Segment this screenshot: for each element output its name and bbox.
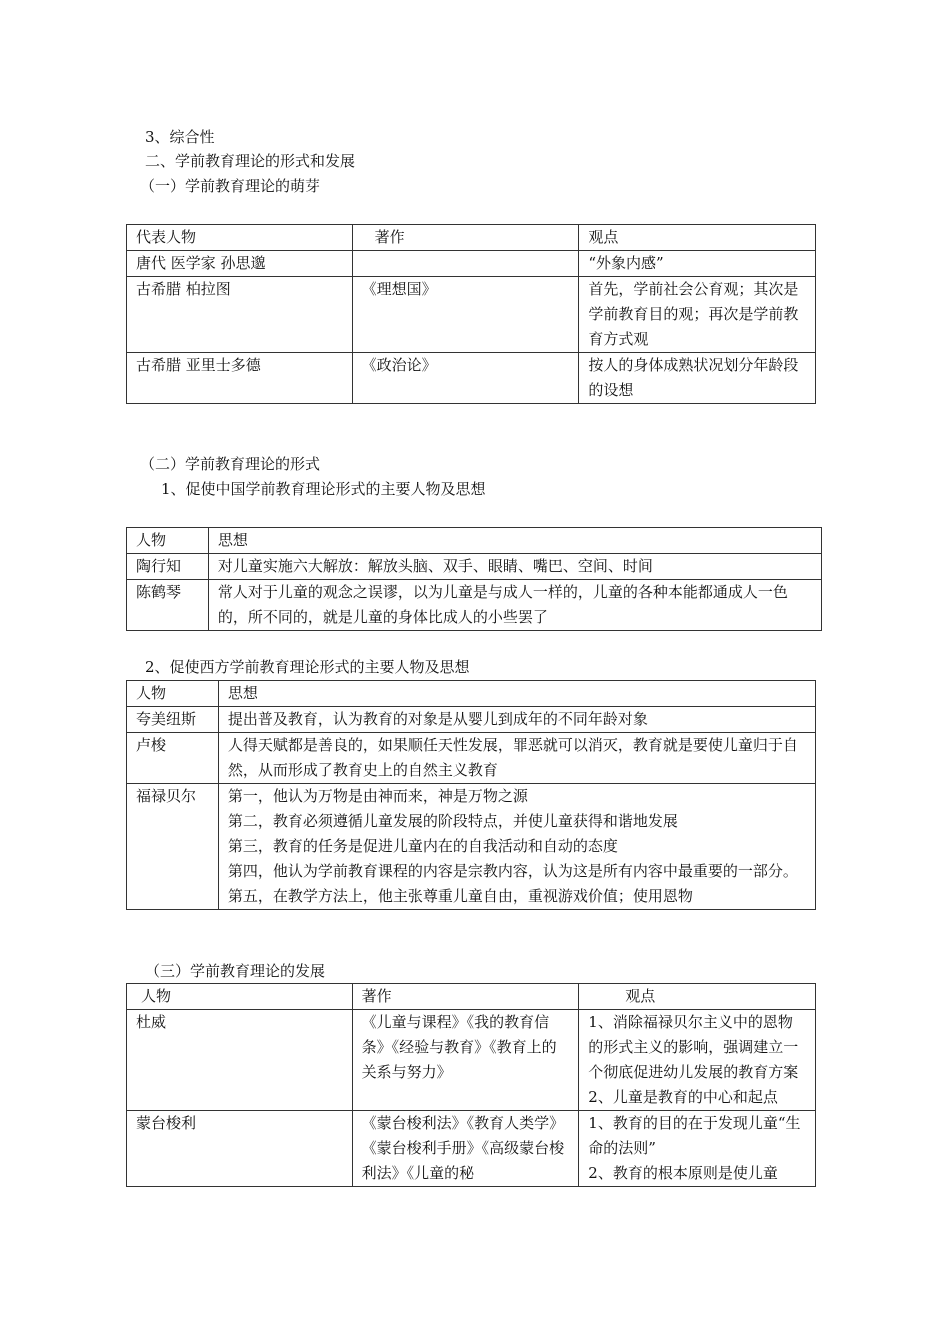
table-cell: 按人的身体成熟状况划分年龄段的设想 <box>579 353 816 404</box>
table-cell: 杜威 <box>127 1010 353 1111</box>
froebel-point: 第二，教育必须遵循儿童发展的阶段特点，并使儿童获得和谐地发展 <box>227 812 678 830</box>
table-header-row <box>127 681 816 707</box>
header-cell: 思想 <box>208 528 821 554</box>
table-cell <box>579 1010 816 1111</box>
table-row <box>127 733 816 784</box>
froebel-point: 第五，在教学方法上，他主张尊重儿童自由，重视游戏价值；使用恩物 <box>227 887 693 905</box>
heading-sprout: （一）学前教育理论的萌芽 <box>140 177 321 195</box>
header-cell: 观点 <box>579 984 816 1010</box>
header-cell: 人物 <box>127 681 219 707</box>
heading-forms: （二）学前教育理论的形式 <box>140 455 321 473</box>
table-cell: “外象内感” <box>579 251 816 277</box>
table-row <box>127 353 816 404</box>
heading-west-figures: 2、促使西方学前教育理论形式的主要人物及思想 <box>145 658 470 676</box>
view-point: 2、教育的根本原则是使儿童 <box>588 1164 778 1182</box>
table-row <box>127 580 822 631</box>
table-cell: 夸美纽斯 <box>127 707 219 733</box>
table-cell <box>218 784 815 910</box>
froebel-point: 第四，他认为学前教育课程的内容是宗教内容，认为这是所有内容中最重要的一部分。 <box>227 862 798 880</box>
table-cell: 福禄贝尔 <box>127 784 219 910</box>
table-row <box>127 1111 816 1187</box>
table-cell: 唐代 医学家 孙思邈 <box>127 251 353 277</box>
table-cell: 《蒙台梭利法》《教育人类学》《蒙台梭利手册》《高级蒙台梭利法》《儿童的秘 <box>352 1111 579 1187</box>
heading-section-two: 二、学前教育理论的形式和发展 <box>145 152 356 170</box>
sprout-table <box>126 224 816 404</box>
table-cell: 《儿童与课程》《我的教育信条》《经验与教育》《教育上的关系与努力》 <box>352 1010 579 1111</box>
table-row <box>127 784 816 910</box>
header-cell: 著作 <box>352 984 579 1010</box>
table-cell: 对儿童实施六大解放：解放头脑、双手、眼睛、嘴巴、空间、时间 <box>208 554 821 580</box>
table-cell <box>352 251 579 277</box>
view-point: 2、儿童是教育的中心和起点 <box>588 1088 778 1106</box>
table-cell: 陈鹤琴 <box>127 580 209 631</box>
header-cell: 观点 <box>579 225 816 251</box>
header-cell: 思想 <box>218 681 815 707</box>
froebel-point: 第一，他认为万物是由神而来，神是万物之源 <box>227 787 528 805</box>
table-header-row <box>127 528 822 554</box>
china-table <box>126 527 822 631</box>
header-cell: 人物 <box>127 528 209 554</box>
header-cell: 代表人物 <box>127 225 353 251</box>
west-table <box>126 680 816 910</box>
table-header-row <box>127 984 816 1010</box>
table-cell: 提出普及教育，认为教育的对象是从婴儿到成年的不同年龄对象 <box>218 707 815 733</box>
development-table <box>126 983 816 1187</box>
froebel-point: 第三，教育的任务是促进儿童内在的自我活动和自动的态度 <box>227 837 618 855</box>
table-header-row <box>127 225 816 251</box>
table-row <box>127 554 822 580</box>
table-cell: 古希腊 柏拉图 <box>127 277 353 353</box>
view-point: 1、消除福禄贝尔主义中的恩物的形式主义的影响，强调建立一个彻底促进幼儿发展的教育方案 <box>588 1013 799 1081</box>
table-row <box>127 277 816 353</box>
table-cell: 陶行知 <box>127 554 209 580</box>
table-cell: 人得天赋都是善良的，如果顺任天性发展，罪恶就可以消灭，教育就是要使儿童归于自然，从而形成了教育史上的自然主义教育 <box>218 733 815 784</box>
heading-development: （三）学前教育理论的发展 <box>145 962 326 980</box>
table-cell: 《理想国》 <box>352 277 579 353</box>
table-row <box>127 251 816 277</box>
table-cell: 常人对于儿童的观念之误谬，以为儿童是与成人一样的，儿童的各种本能都通成人一色的，所不同的，就是儿童的身体比成人的小些罢了 <box>208 580 821 631</box>
header-cell: 著作 <box>352 225 579 251</box>
table-cell: 蒙台梭利 <box>127 1111 353 1187</box>
table-row <box>127 1010 816 1111</box>
heading-china-figures: 1、促使中国学前教育理论形式的主要人物及思想 <box>161 480 486 498</box>
heading-synthesis: 3、综合性 <box>145 128 215 146</box>
table-cell: 《政治论》 <box>352 353 579 404</box>
table-cell: 首先，学前社会公育观；其次是学前教育目的观；再次是学前教育方式观 <box>579 277 816 353</box>
table-cell <box>579 1111 816 1187</box>
table-cell: 卢梭 <box>127 733 219 784</box>
header-cell: 人物 <box>127 984 353 1010</box>
table-cell: 古希腊 亚里士多德 <box>127 353 353 404</box>
table-row <box>127 707 816 733</box>
view-point: 1、教育的目的在于发现儿童“生命的法则” <box>588 1114 801 1157</box>
